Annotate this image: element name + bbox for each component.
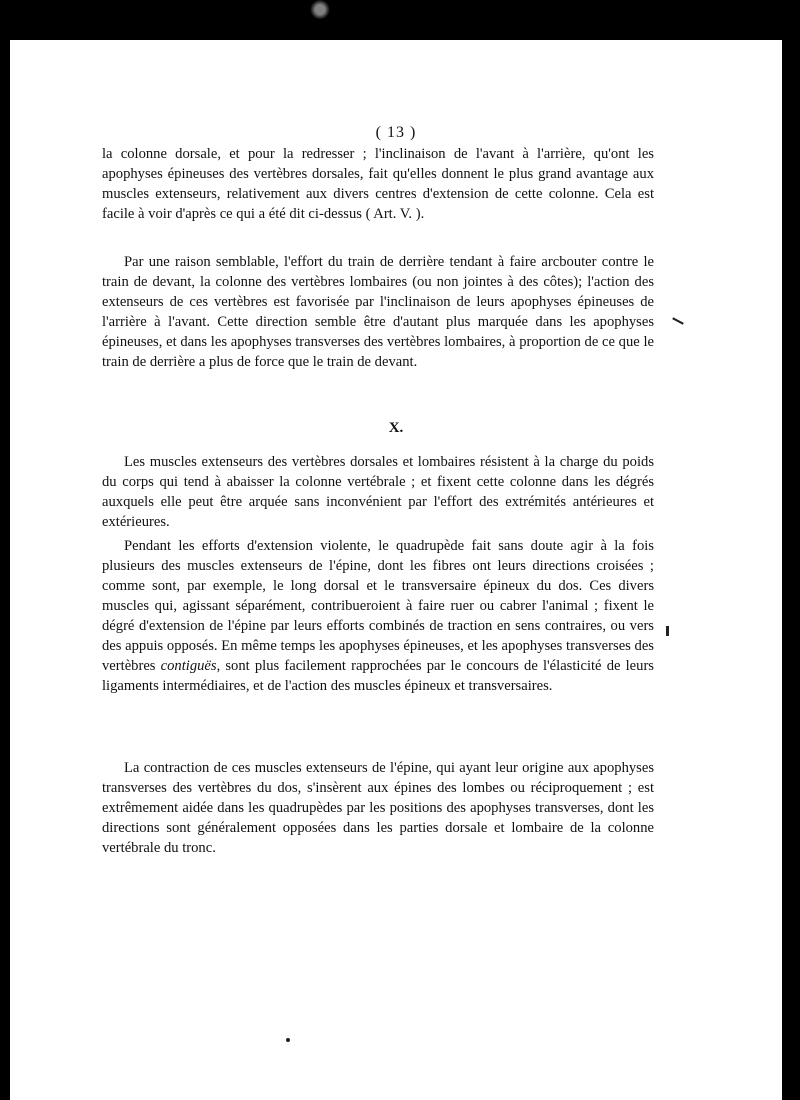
margin-mark-dash	[672, 317, 684, 324]
paragraph-3	[102, 452, 654, 532]
margin-mark-tick	[666, 626, 669, 636]
document-page	[10, 40, 782, 1100]
paragraph-1-text: la colonne dorsale, et pour la redresser ; l'inclinaison de l'avant à l'arrière, qu'ont les apophyses épineuses des vertèbres dorsales, fait qu'elles donnent le plus grand avantage aux muscles extenseurs, relativement aux divers centres d'extension de cette colonne. Cela est facile à voir d'après ce qui a été dit ci-dessus ( Art. V. ).	[102, 146, 654, 222]
scan-border-top	[0, 0, 800, 40]
section-heading: X.	[388, 420, 404, 436]
paragraph-3-text: Les muscles extenseurs des vertèbres dorsales et lombaires résistent à la charge du poids du corps qui tend à abaisser la colonne vertébrale ; et fixent cette colonne dans les dégrés auxquels elle peut être arquée sans inconvénient par l'effort des extrémités antérieures et extérieures.	[102, 454, 654, 530]
paragraph-1	[102, 144, 654, 224]
paragraph-4-text-part-1: Pendant les efforts d'extension violente, le quadrupède fait sans doute agir à la fois plusieurs des muscles extenseurs de l'épine, dont les fibres ont leurs directions croisées ; comme sont, par exemple, le long dorsal et le transversaire épineux du dos. Ces divers muscles qui, agissant séparément, contribueroient à faire ruer ou cabrer l'animal ; fixent le dégré d'extension de l'épine par leurs efforts combinés de traction en sens contraires, ou vers des appuis opposés. En même temps les apophyses épineuses, et les apophyses transverses des vertèbres	[102, 538, 654, 674]
page-number: ( 13 )	[375, 124, 417, 141]
paragraph-4-text-part-2: , sont plus facilement rapprochées par le concours de l'élasticité de leurs ligaments intermédiaires, et de l'action des muscles épineux et transversaires.	[102, 658, 654, 694]
paragraph-2	[102, 252, 654, 372]
paragraph-2-text: Par une raison semblable, l'effort du train de derrière tendant à faire arcbouter contre le train de devant, la colonne des vertèbres lombaires (ou non jointes à des côtes); l'action des extenseurs de ces vertèbres est favorisée par l'inclinaison de leurs apophyses épineuses de l'arrière à l'avant. Cette direction semble être d'autant plus marquée dans les apophyses épineuses, et dans les apophyses transverses des vertèbres lombaires, à proportion de ce que le train de derrière a plus de force que le train de devant.	[102, 254, 654, 370]
ink-speck	[286, 1038, 290, 1042]
paragraph-4-text	[102, 536, 654, 696]
scan-border-right	[782, 0, 800, 1100]
scan-border-left	[0, 0, 10, 1100]
paragraph-5-text: La contraction de ces muscles extenseurs de l'épine, qui ayant leur origine aux apophyses transverses des vertèbres du dos, s'insèrent aux épines des lombes ou réciproquement ; est extrêmement aidée dans les quadrupèdes par les positions des apophyses transverses, dont les directions sont généralement opposées dans les parties dorsale et lombaire de la colonne vertébrale du tronc.	[102, 760, 654, 856]
paragraph-4	[102, 536, 654, 696]
paragraph-4-italic-word: contiguës	[160, 658, 217, 674]
paragraph-5	[102, 758, 654, 858]
scan-speck	[300, 0, 340, 24]
